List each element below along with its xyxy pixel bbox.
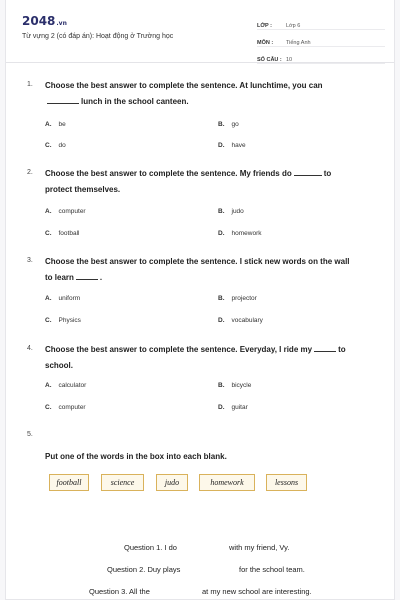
option-2d[interactable]: D. homework <box>218 230 262 237</box>
option-3c[interactable]: C. Physics <box>45 317 81 324</box>
fill-sentence-1b: with my friend, Vy. <box>229 543 290 552</box>
word-box-item[interactable]: science <box>101 474 144 491</box>
fill-sentence-3b: at my new school are interesting. <box>202 587 312 596</box>
meta-row-count: SỐ CÂU : 10 <box>257 50 385 64</box>
option-2c[interactable]: C. football <box>45 230 80 237</box>
option-4a[interactable]: A. calculator <box>45 382 87 389</box>
meta-row-class: LỚP : Lớp 6 <box>257 16 385 30</box>
question-2-text: Choose the best answer to complete the sentence. My friends do to protect themselves. <box>45 166 379 198</box>
option-3d[interactable]: D. vocabulary <box>218 317 263 324</box>
answer-blank <box>294 166 322 176</box>
site-logo[interactable]: 2048.vn <box>22 14 67 28</box>
fill-sentence-1a: Question 1. I do <box>124 543 177 552</box>
option-1d[interactable]: D. have <box>218 142 246 149</box>
fill-sentence-2a: Question 2. Duy plays <box>107 565 181 574</box>
fill-sentence-3a: Question 3. All the <box>89 587 150 596</box>
meta-info <box>257 16 385 67</box>
question-number: 4. <box>27 345 33 352</box>
option-3b[interactable]: B. projector <box>218 295 257 302</box>
question-number: 2. <box>27 169 33 176</box>
answer-blank <box>76 270 98 280</box>
question-number: 1. <box>27 81 33 88</box>
word-box-item[interactable]: lessons <box>266 474 307 491</box>
worksheet-page <box>5 0 395 600</box>
question-3-text: Choose the best answer to complete the sentence. I stick new words on the wall to learn . <box>45 257 350 282</box>
question-5-instruction: Put one of the words in the box into each blank. <box>45 452 227 461</box>
option-3a[interactable]: A. uniform <box>45 295 81 302</box>
option-4d[interactable]: D. guitar <box>218 404 248 411</box>
answer-blank <box>47 94 79 104</box>
fill-sentence-2b: for the school team. <box>239 565 305 574</box>
meta-row-subject: MÔN : Tiếng Anh <box>257 33 385 47</box>
word-box-item[interactable]: football <box>49 474 89 491</box>
document-title: Từ vựng 2 (có đáp án): Hoạt động ở Trường học <box>22 33 174 40</box>
option-4b[interactable]: B. bicycle <box>218 382 252 389</box>
worksheet-header <box>6 0 394 63</box>
option-4c[interactable]: C. computer <box>45 404 86 411</box>
word-box-item[interactable]: homework <box>199 474 255 491</box>
question-number: 3. <box>27 257 33 264</box>
option-1c[interactable]: C. do <box>45 142 66 149</box>
answer-blank <box>314 342 336 352</box>
question-number: 5. <box>27 431 33 438</box>
question-4-text: Choose the best answer to complete the sentence. Everyday, I ride my to school. <box>45 342 379 374</box>
option-2b[interactable]: B. judo <box>218 208 244 215</box>
option-1b[interactable]: B. go <box>218 121 239 128</box>
question-1-text: Choose the best answer to complete the sentence. At lunchtime, you can lunch in the school canteen. <box>45 81 323 106</box>
option-1a[interactable]: A. be <box>45 121 66 128</box>
word-box-item[interactable]: judo <box>156 474 188 491</box>
option-2a[interactable]: A. computer <box>45 208 86 215</box>
